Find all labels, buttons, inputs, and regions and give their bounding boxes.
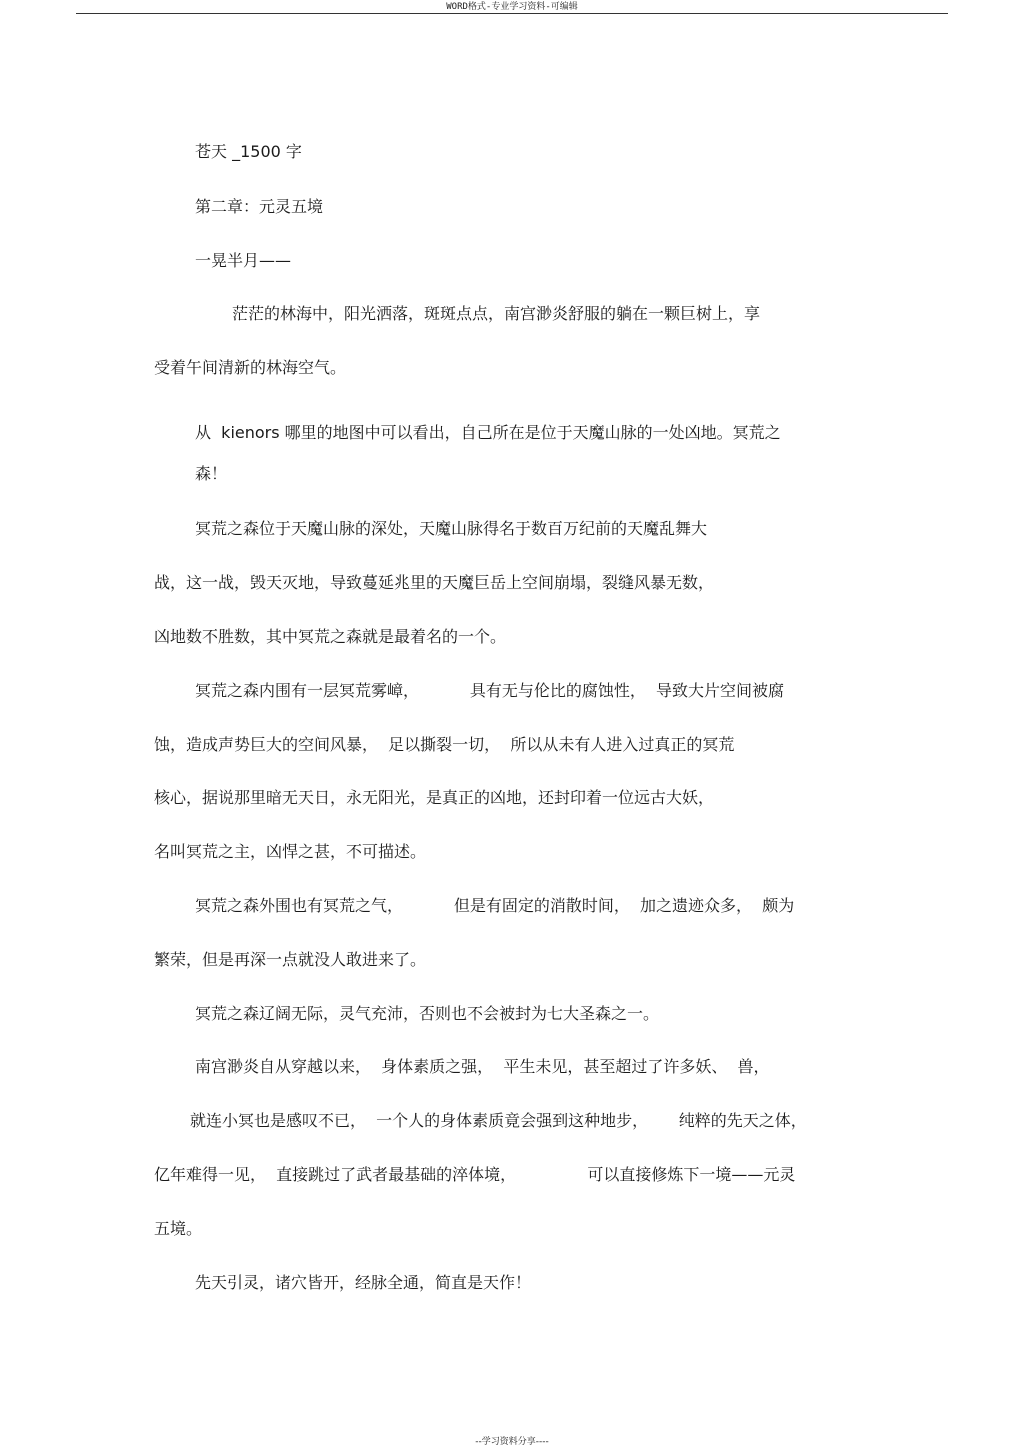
- doc-title: 苍天 _1500 字: [195, 142, 302, 161]
- paragraph-line: 冥荒之森外围也有冥荒之气， 但是有固定的消散时间， 加之遗迹众多， 颇为: [195, 896, 795, 915]
- paragraph-line: 核心，据说那里暗无天日，永无阳光，是真正的凶地，还封印着一位远古大妖，: [154, 788, 715, 807]
- paragraph-line: 从 kienors 哪里的地图中可以看出，自己所在是位于天魔山脉的一处凶地。冥荒之: [195, 423, 781, 442]
- page-footer: --学习资料分享----: [475, 1437, 549, 1447]
- paragraph-line: 受着午间清新的林海空气。: [154, 358, 347, 377]
- paragraph-line: 森！: [195, 464, 228, 483]
- paragraph-line: 就连小冥也是感叹不已， 一个人的身体素质竟会强到这种地步， 纯粹的先天之体，: [190, 1111, 807, 1130]
- page-header: WORD格式-专业学习资料-可编辑: [446, 2, 578, 12]
- header-divider: [76, 13, 948, 14]
- paragraph-line: 战，这一战，毁天灭地，导致蔓延兆里的天魔巨岳上空间崩塌，裂缝风暴无数，: [154, 573, 715, 592]
- paragraph-line: 凶地数不胜数，其中冥荒之森就是最着名的一个。: [154, 627, 507, 646]
- paragraph-line: 冥荒之森辽阔无际，灵气充沛，否则也不会被封为七大圣森之一。: [195, 1004, 660, 1023]
- chapter-heading: 第二章：元灵五境: [195, 197, 324, 216]
- paragraph-line: 先天引灵，诸穴皆开，经脉全通，简直是天作！: [195, 1273, 532, 1292]
- paragraph-line: 繁荣，但是再深一点就没人敢进来了。: [154, 950, 427, 969]
- paragraph-line: 名叫冥荒之主，凶悍之甚，不可描述。: [154, 842, 427, 861]
- paragraph-line: 蚀，造成声势巨大的空间风暴， 足以撕裂一切， 所以从未有人进入过真正的冥荒: [154, 735, 735, 754]
- paragraph-line: 冥荒之森位于天魔山脉的深处，天魔山脉得名于数百万纪前的天魔乱舞大: [195, 519, 708, 538]
- paragraph-line: 一晃半月——: [195, 251, 292, 270]
- paragraph-line: 茫茫的林海中，阳光洒落，斑斑点点，南宫渺炎舒服的躺在一颗巨树上，享: [232, 304, 761, 323]
- paragraph-line: 五境。: [154, 1219, 203, 1238]
- paragraph-line: 南宫渺炎自从穿越以来， 身体素质之强， 平生未见，甚至超过了许多妖、 兽，: [195, 1057, 770, 1076]
- paragraph-line: 冥荒之森内围有一层冥荒雾嶂， 具有无与伦比的腐蚀性， 导致大片空间被腐: [195, 681, 785, 700]
- paragraph-line: 亿年难得一见， 直接跳过了武者最基础的淬体境， 可以直接修炼下一境——元灵: [154, 1165, 796, 1184]
